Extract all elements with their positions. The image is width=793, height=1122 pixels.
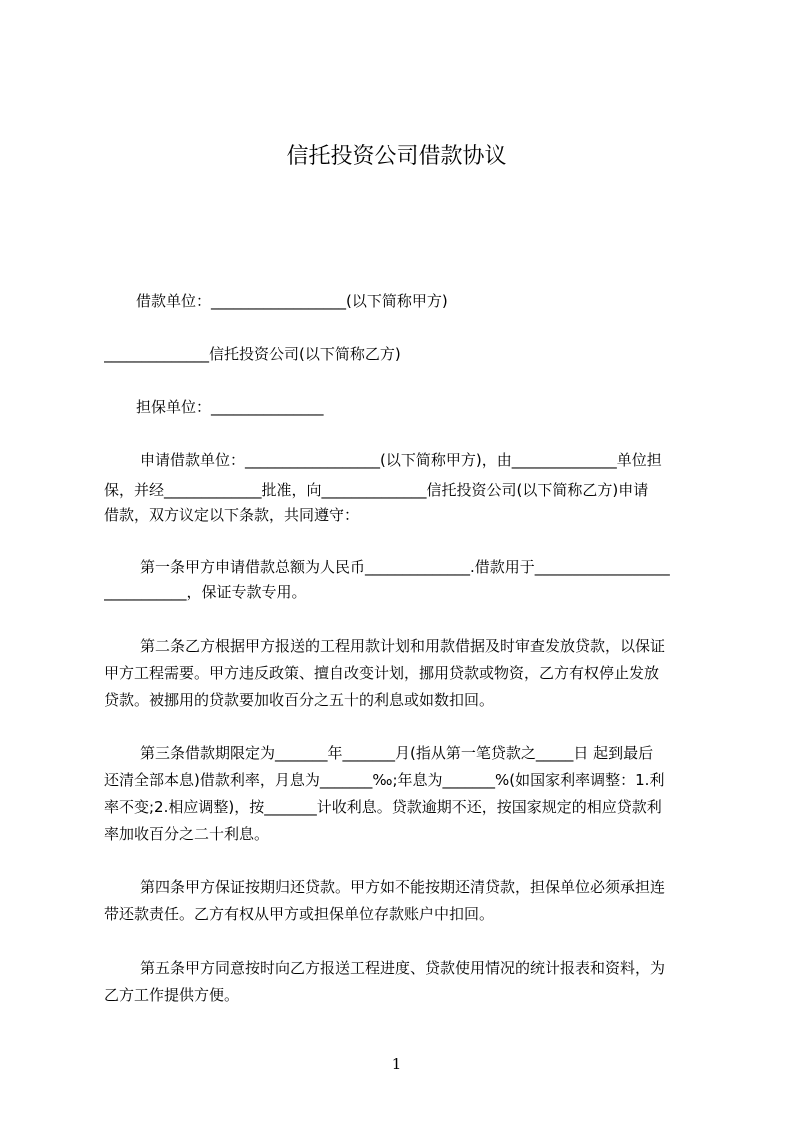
paragraph-line: ___________，保证专款专用。: [104, 583, 307, 601]
paragraph-line: 贷款。被挪用的贷款要加收百分之五十的利息或如数扣回。: [104, 691, 495, 709]
paragraph-line: 甲方工程需要。甲方违反政策、擅自改变计划，挪用贷款或物资，乙方有权停止发放: [104, 664, 660, 682]
paragraph-line: 借款，双方议定以下条款，共同遵守：: [104, 506, 360, 524]
paragraph-line: 率不变;2.相应调整)，按_______计收利息。贷款逾期不还，按国家规定的相应贷款利: [104, 798, 662, 816]
paragraph-line: 第五条甲方同意按时向乙方报送工程进度、贷款使用情况的统计报表和资料，为: [140, 959, 666, 977]
paragraph-line: 第一条甲方申请借款总额为人民币______________.借款用于__________________: [140, 558, 670, 576]
borrower-field: 借款单位：__________________(以下简称甲方): [136, 292, 448, 310]
paragraph-line: 还清全部本息)借款利率，月息为_______‰;年息为_______%(如国家利率调整：1.利: [104, 771, 665, 789]
page-number: 1: [391, 1055, 402, 1073]
document-title: 信托投资公司借款协议: [286, 144, 507, 169]
paragraph-line: 第三条借款期限定为_______年_______月(指从第一笔贷款之_____日 起到最后: [140, 744, 654, 762]
paragraph-line: 保，并经_____________批准，向______________信托投资公司(以下简称乙方)申请: [104, 481, 649, 499]
guarantor-field: 担保单位：_______________: [136, 398, 324, 416]
lender-field: ______________信托投资公司(以下简称乙方): [104, 345, 401, 363]
paragraph-line: 乙方工作提供方便。: [104, 986, 240, 1004]
paragraph-line: 第二条乙方根据甲方报送的工程用款计划和用款借据及时审查发放贷款，以保证: [140, 637, 666, 655]
paragraph-line: 带还款责任。乙方有权从甲方或担保单位存款账户中扣回。: [104, 905, 495, 923]
paragraph-line: 申请借款单位：__________________(以下简称甲方)，由______________单位担: [140, 451, 662, 469]
paragraph-line: 第四条甲方保证按期归还贷款。甲方如不能按期还清贷款，担保单位必须承担连: [140, 878, 666, 896]
paragraph-line: 率加收百分之二十利息。: [104, 825, 270, 843]
